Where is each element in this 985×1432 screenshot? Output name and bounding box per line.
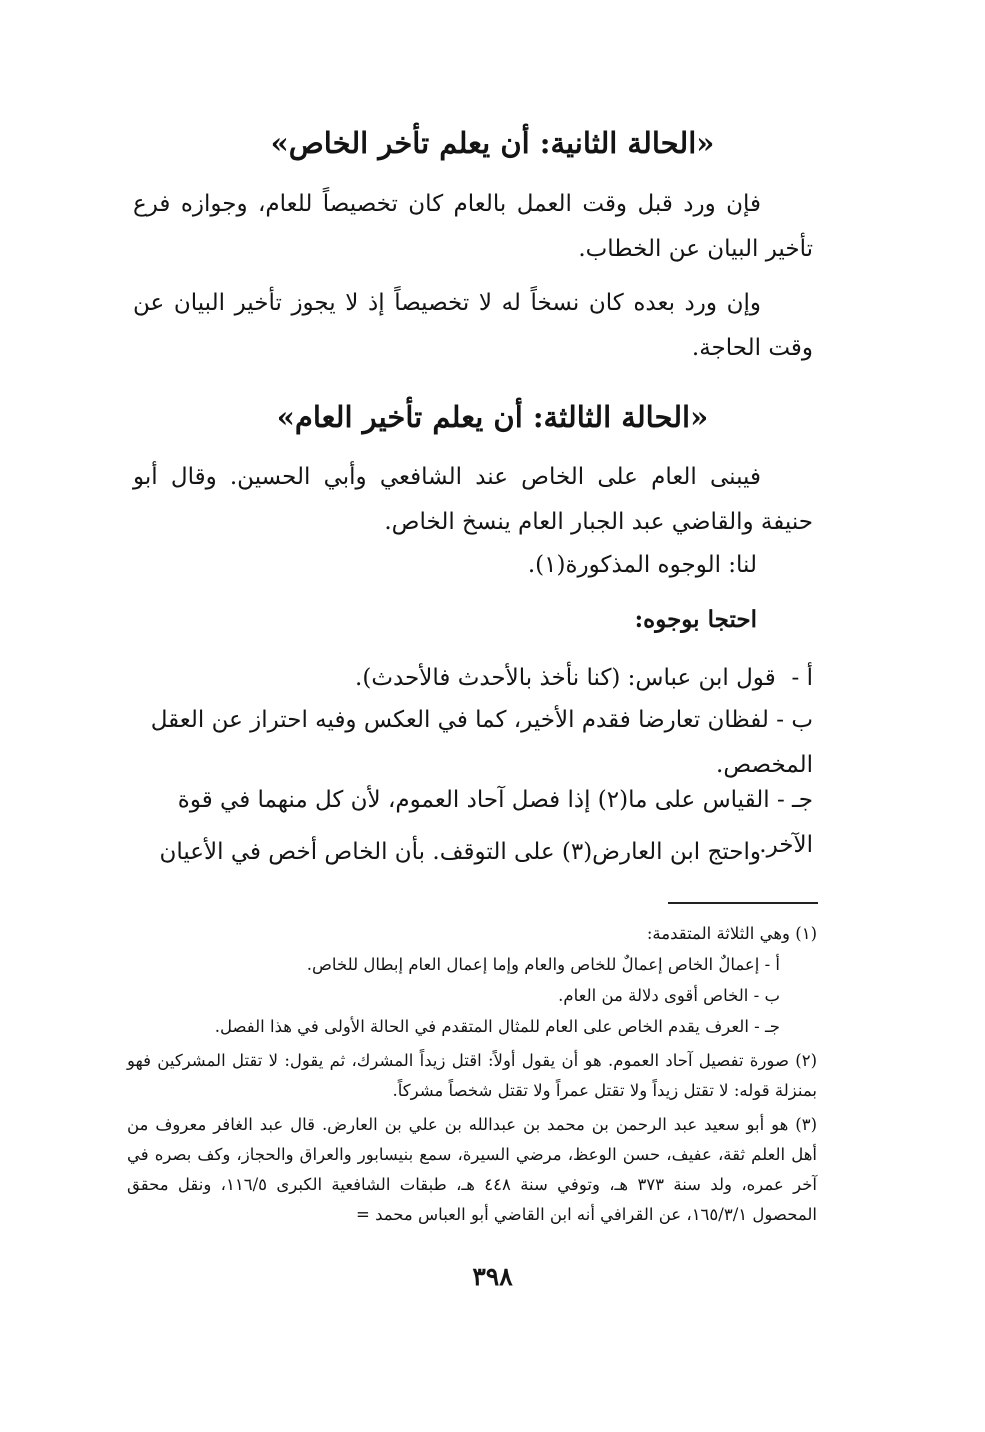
section-heading-case-two: «الحالة الثانية: أن يعلم تأخر الخاص» — [270, 126, 715, 160]
paragraph-case-two-second — [133, 281, 813, 371]
list-item-text: القياس على ما(٢) إذا فصل آحاد العموم، لأن كل منهما في قوة الآخر. — [177, 787, 813, 858]
paragraph-text: فيبنى العام على الخاص عند الشافعي وأبي الحسين. وقال أبو حنيفة والقاضي عبد الجبار العام ينسخ الخاص. — [133, 464, 813, 535]
page-number: ٣٩٨ — [472, 1262, 513, 1291]
footnote-separator — [668, 902, 818, 904]
argument-item-b — [133, 698, 813, 788]
argument-item-a — [133, 656, 813, 701]
list-item-text: لفظان تعارضا فقدم الأخير، كما في العكس وفيه احتراز عن العقل المخصص. — [150, 707, 813, 778]
list-marker: جـ - — [776, 787, 813, 813]
paragraph-text: وإن ورد بعده كان نسخاً له لا تخصيصاً إذ لا يجوز تأخير البيان عن وقت الحاجة. — [133, 290, 813, 361]
list-marker: ب - — [776, 707, 813, 733]
list-marker: أ - — [791, 665, 813, 691]
section-heading-case-three: «الحالة الثالثة: أن يعلم تأخير العام» — [276, 400, 709, 434]
paragraph-ibn-al-arid — [133, 830, 813, 875]
their-arguments-heading: احتجا بوجوه: — [634, 606, 757, 633]
footnote-1-title: (١) وهي الثلاثة المتقدمة: — [646, 924, 817, 943]
footnote-1-item-c: جـ - العرف يقدم الخاص على العام للمثال المتقدم في الحالة الأولى في هذا الفصل. — [214, 1017, 780, 1036]
footnote-3: (٣) هو أبو سعيد عبد الرحمن بن محمد بن عبدالله بن علي بن العارض. قال عبد الغافر معروف من أهل العلم ثقة، عفيف، حسن الوعظ، مرضي السيرة، سمع بنيسابور والعراق والحجاز، وكف بصره في آخر عمره، ولد سنة ٣٧٣ هـ، وتوفي سنة ٤٤٨ هـ، طبقات الشافعية الكبرى ١١٦/٥، ونقل محقق المحصول ١٦٥/٣/١، عن القرافي أنه ابن القاضي أبو العباس محمد = — [127, 1115, 817, 1224]
footnote-2: (٢) صورة تفصيل آحاد العموم. هو أن يقول أولاً: اقتل زيداً المشرك، ثم يقول: لا تقتل المشركين فهو بمنزلة قوله: لا تقتل زيداً ولا تقتل عمراً ولا تقتل شخصاً مشركاً. — [127, 1051, 817, 1100]
list-item-text: قول ابن عباس: (كنا نأخذ بالأحدث فالأحدث). — [355, 665, 776, 691]
paragraph-case-three-first — [133, 455, 813, 545]
footnote-1-item-a: أ - إعمالٌ الخاص إعمالٌ للخاص والعام وإما إعمال العام إبطال للخاص. — [306, 955, 780, 974]
our-evidence-line: لنا: الوجوه المذكورة(١). — [527, 552, 757, 578]
paragraph-text: واحتج ابن العارض(٣) على التوقف. بأن الخاص أخص في الأعيان — [159, 839, 761, 865]
paragraph-case-two-first — [133, 182, 813, 272]
paragraph-text: فإن ورد قبل وقت العمل بالعام كان تخصيصاً للعام، وجوازه فرع تأخير البيان عن الخطاب. — [133, 191, 813, 262]
footnote-1-item-b: ب - الخاص أقوى دلالة من العام. — [558, 986, 780, 1005]
